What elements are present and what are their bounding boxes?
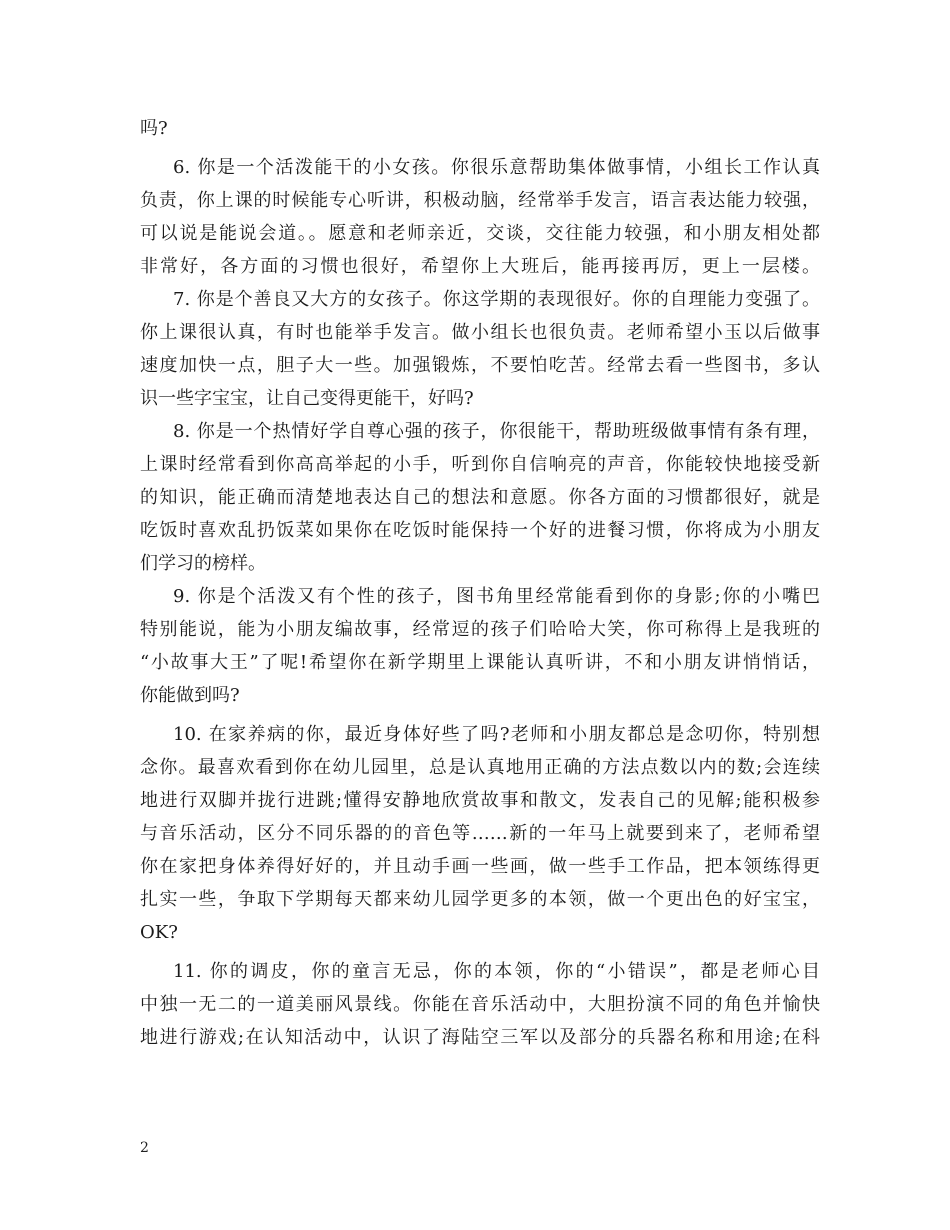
text-line: 7. 你是个善良又大方的女孩子。你这学期的表现很好。你的自理能力变强了。 <box>173 289 820 310</box>
text-line: 6. 你是一个活泼能干的小女孩。你很乐意帮助集体做事情，小组长工作认真 <box>173 157 820 178</box>
paragraph-item-10 <box>140 718 820 949</box>
paragraph-item-8 <box>140 415 820 580</box>
text-line: 11. 你的调皮，你的童言无忌，你的本领，你的“小错误”，都是老师心目 <box>173 961 820 982</box>
text-line: 地进行游戏;在认知活动中，认识了海陆空三军以及部分的兵器名称和用途;在科 <box>140 1027 820 1048</box>
text-line: 扎实一些，争取下学期每天都来幼儿园学更多的本领，做一个更出色的好宝宝， <box>140 889 820 910</box>
text-line: 负责，你上课的时候能专心听讲，积极动脑，经常举手发言，语言表达能力较强， <box>140 190 820 211</box>
text-line: 吃饭时喜欢乱扔饭菜如果你在吃饭时能保持一个好的进餐习惯，你将成为小朋友 <box>140 520 820 541</box>
text-line: 你能做到吗? <box>140 685 240 706</box>
text-line: 非常好，各方面的习惯也很好，希望你上大班后，能再接再厉，更上一层楼。 <box>140 256 820 277</box>
page-number: 2 <box>140 1140 149 1156</box>
text-line: OK? <box>140 922 178 943</box>
text-line: 念你。最喜欢看到你在幼儿园里，总是认真地用正确的方法点数以内的数;会连续 <box>140 757 820 778</box>
text-line: 9. 你是个活泼又有个性的孩子，图书角里经常能看到你的身影;你的小嘴巴 <box>173 586 820 607</box>
paragraph-item-9 <box>140 580 820 712</box>
text-line: 上课时经常看到你高高举起的小手，听到你自信响亮的声音，你能较快地接受新 <box>140 454 820 475</box>
text-line: “小故事大王”了呢!希望你在新学期里上课能认真听讲，不和小朋友讲悄悄话， <box>140 652 820 673</box>
text-line: 吗? <box>140 118 168 139</box>
text-line: 10. 在家养病的你，最近身体好些了吗?老师和小朋友都总是念叨你，特别想 <box>173 724 820 745</box>
text-line: 你在家把身体养得好好的，并且动手画一些画，做一些手工作品，把本领练得更 <box>140 856 820 877</box>
document-body <box>140 112 820 1054</box>
paragraph-item-6 <box>140 151 820 283</box>
text-line: 识一些字宝宝，让自己变得更能干，好吗? <box>140 388 474 409</box>
text-line: 特别能说，能为小朋友编故事，经常逗的孩子们哈哈大笑，你可称得上是我班的 <box>140 619 820 640</box>
paragraph-item-11 <box>140 955 820 1054</box>
text-line: 的知识，能正确而清楚地表达自己的想法和意愿。你各方面的习惯都很好，就是 <box>140 487 820 508</box>
paragraph-item-7 <box>140 283 820 415</box>
text-line: 地进行双脚并拢行进跳;懂得安静地欣赏故事和散文，发表自己的见解;能积极参 <box>140 790 820 811</box>
text-line: 可以说是能说会道。。愿意和老师亲近，交谈，交往能力较强，和小朋友相处都 <box>140 223 820 244</box>
text-line: 与音乐活动，区分不同乐器的的音色等……新的一年马上就要到来了，老师希望 <box>140 823 820 844</box>
text-line: 速度加快一点，胆子大一些。加强锻炼，不要怕吃苦。经常去看一些图书，多认 <box>140 355 820 376</box>
text-line: 们学习的榜样。 <box>140 553 266 574</box>
paragraph <box>140 112 820 145</box>
text-line: 你上课很认真，有时也能举手发言。做小组长也很负责。老师希望小玉以后做事 <box>140 322 820 343</box>
text-line: 8. 你是一个热情好学自尊心强的孩子，你很能干，帮助班级做事情有条有理， <box>173 421 820 442</box>
text-line: 中独一无二的一道美丽风景线。你能在音乐活动中，大胆扮演不同的角色并愉快 <box>140 994 820 1015</box>
